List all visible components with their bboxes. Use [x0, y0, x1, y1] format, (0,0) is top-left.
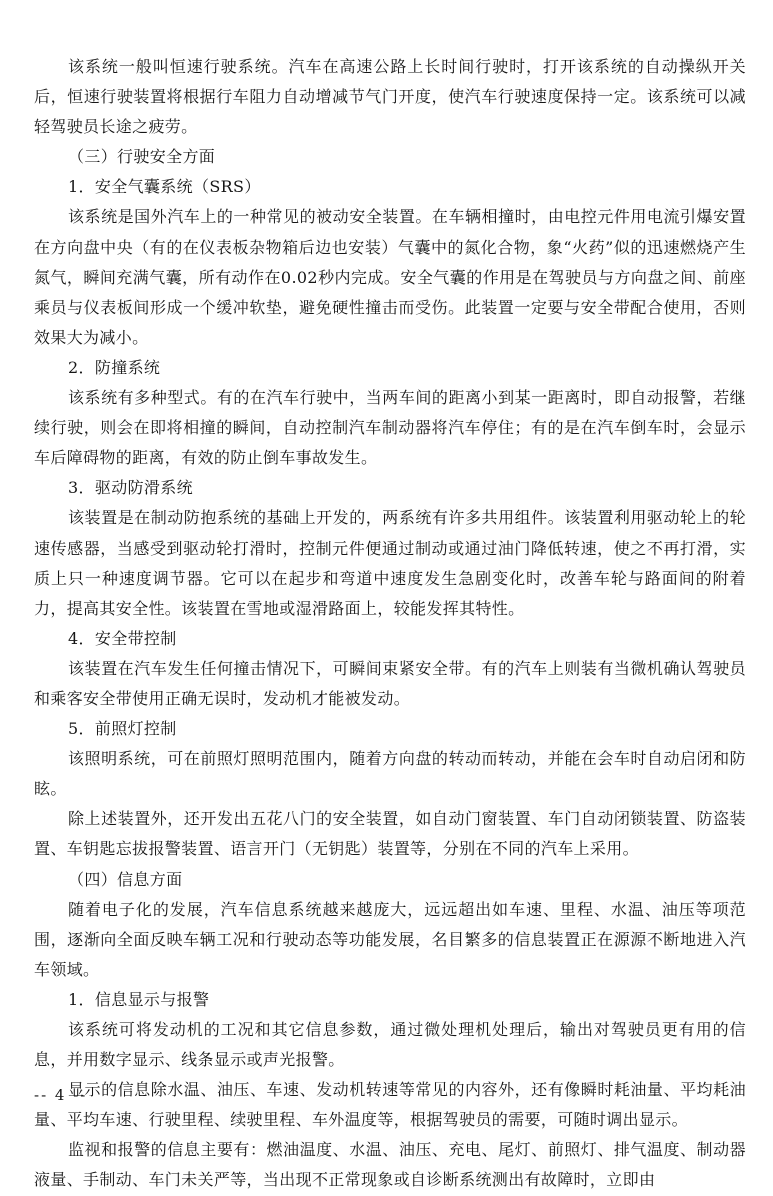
page-number: -- 4 -- [34, 1086, 88, 1104]
paragraph: 显示的信息除水温、油压、车速、发动机转速等常见的内容外，还有像瞬时耗油量、平均耗油量、平均车速、行驶里程、续驶里程、车外温度等，根据驾驶员的需要，可随时调出显示。 [34, 1080, 746, 1130]
paragraph: 该系统一般叫恒速行驶系统。汽车在高速公路上长时间行驶时，打开该系统的自动操纵开关后，恒速行驶装置将根据行车阻力自动增减节气门开度，使汽车行驶速度保持一定。该系统可以减轻驾驶员长途之疲劳。 [34, 57, 746, 137]
paragraph: 监视和报警的信息主要有：燃油温度、水温、油压、充电、尾灯、前照灯、排气温度、制动器液量、手制动、车门未关严等，当出现不正常现象或自诊断系统测出有故障时，立即由 [34, 1140, 746, 1190]
page-body [34, 52, 746, 1196]
section-heading: （四）信息方面 [68, 869, 183, 889]
paragraph: 随着电子化的发展，汽车信息系统越来越庞大，远远超出如车速、里程、水温、油压等项范围，逐渐向全面反映车辆工况和行驶动态等功能发展，名目繁多的信息装置正在源源不断地进入汽车领域。 [34, 899, 746, 979]
paragraph: 该系统可将发动机的工况和其它信息参数，通过微处理机处理后，输出对驾驶员更有用的信息，并用数字显示、线条显示或声光报警。 [34, 1020, 746, 1070]
section-heading: 2．防撞系统 [68, 357, 161, 377]
section-heading: 1．信息显示与报警 [68, 989, 210, 1009]
paragraph: 该装置是在制动防抱系统的基础上开发的，两系统有许多共用组件。该装置利用驱动轮上的轮速传感器，当感受到驱动轮打滑时，控制元件便通过制动或通过油门降低转速，使之不再打滑，实质上只一种速度调节器。它可以在起步和弯道中速度发生急剧变化时，改善车轮与路面间的附着力，提高其安全性。该装置在雪地或湿滑路面上，较能发挥其特性。 [34, 508, 746, 618]
paragraph: 除上述装置外，还开发出五花八门的安全装置，如自动门窗装置、车门自动闭锁装置、防盗装置、车钥匙忘拔报警装置、语言开门（无钥匙）装置等，分别在不同的汽车上采用。 [34, 809, 746, 859]
paragraph: 该系统有多种型式。有的在汽车行驶中，当两车间的距离小到某一距离时，即自动报警，若继续行驶，则会在即将相撞的瞬间，自动控制汽车制动器将汽车停住；有的是在汽车倒车时，会显示车后障碍物的距离，有效的防止倒车事故发生。 [34, 388, 746, 468]
section-heading: 4．安全带控制 [68, 628, 177, 648]
section-heading: 5．前照灯控制 [68, 719, 177, 739]
section-heading: （三）行驶安全方面 [68, 147, 216, 167]
section-heading: 1．安全气囊系统（SRS） [68, 177, 261, 197]
paragraph: 该系统是国外汽车上的一种常见的被动安全装置。在车辆相撞时，由电控元件用电流引爆安置在方向盘中央（有的在仪表板杂物箱后边也安装）气囊中的氮化合物，象“火药”似的迅速燃烧产生氮气，瞬间充满气囊，所有动作在0.02秒内完成。安全气囊的作用是在驾驶员与方向盘之间、前座乘员与仪表板间形成一个缓冲软垫，避免硬性撞击而受伤。此装置一定要与安全带配合使用，否则效果大为减小。 [34, 207, 746, 347]
paragraph: 该照明系统，可在前照灯照明范围内，随着方向盘的转动而转动，并能在会车时自动启闭和防眩。 [34, 749, 746, 799]
section-heading: 3．驱动防滑系统 [68, 478, 193, 498]
paragraph: 该装置在汽车发生任何撞击情况下，可瞬间束紧安全带。有的汽车上则装有当微机确认驾驶员和乘客安全带使用正确无误时，发动机才能被发动。 [34, 658, 746, 708]
